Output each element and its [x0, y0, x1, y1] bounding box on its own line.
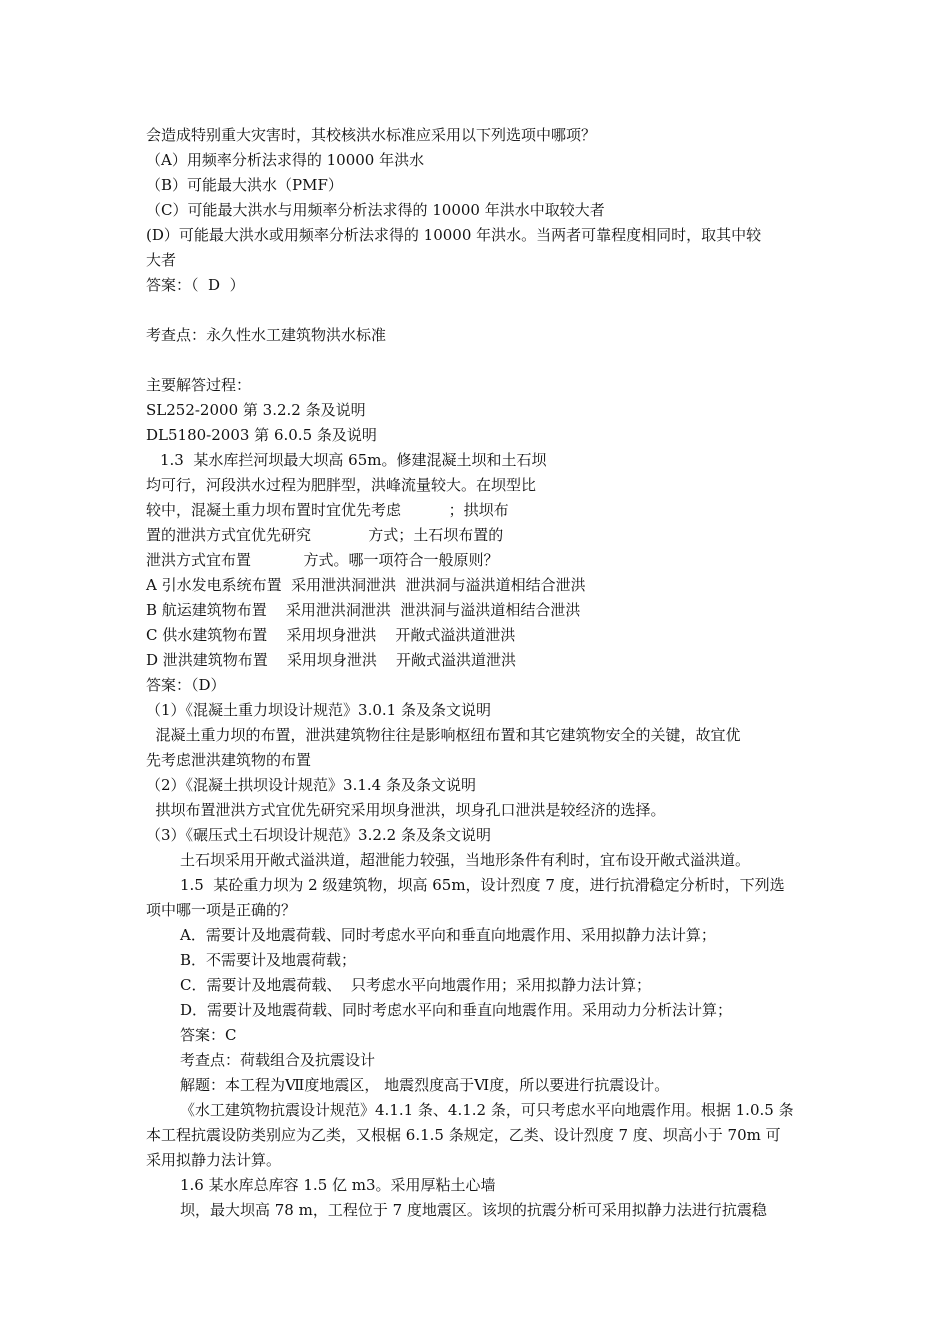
reference: SL252-2000 第 3.2.2 条及说明	[146, 401, 366, 419]
answer: 答案：（ D ）	[146, 276, 245, 294]
q13-explain: （2）《混凝土拱坝设计规范》3.1.4 条及条文说明	[146, 776, 476, 794]
q13-explain: （1）《混凝土重力坝设计规范》3.0.1 条及条文说明	[146, 701, 491, 719]
q13-stem: 较中，混凝土重力坝布置时宜优先考虑 ；拱坝布	[146, 501, 509, 519]
q16-stem: 坝，最大坝高 78 m，工程位于 7 度地震区。该坝的抗震分析可采用拟静力法进行抗震稳	[180, 1201, 767, 1219]
question-stem-end: 会造成特别重大灾害时，其校核洪水标准应采用以下列选项中哪项？	[146, 126, 597, 144]
q13-stem: 1.3 某水库拦河坝最大坝高 65m。修建混凝土坝和土石坝	[160, 451, 547, 469]
q13-option-c: C 供水建筑物布置 采用坝身泄洪 开敞式溢洪道泄洪	[146, 626, 516, 644]
q15-option-d: D．需要计及地震荷载、同时考虑水平向和垂直向地震作用。采用动力分析法计算；	[180, 1001, 733, 1019]
q13-explain: 先考虑泄洪建筑物的布置	[146, 751, 312, 769]
exam-point: 考查点：永久性水工建筑物洪水标准	[146, 326, 387, 344]
option-d: (D）可能最大洪水或用频率分析法求得的 10000 年洪水。当两者可靠程度相同时，取其中较	[146, 226, 762, 244]
q13-explain-last: 土石坝采用开敞式溢洪道，超泄能力较强，当地形条件有利时，宜布设开敞式溢洪道。	[180, 851, 751, 869]
q15-option-b: B．不需要计及地震荷载；	[180, 951, 357, 969]
q15-answer: 答案：C	[180, 1026, 237, 1044]
option-d-cont: 大者	[146, 251, 177, 269]
q15-basis: 《水工建筑物抗震设计规范》4.1.1 条、4.1.2 条，可只考虑水平向地震作用。根据 1.0.5 条	[180, 1101, 794, 1119]
option-a: （A）用频率分析法求得的 10000 年洪水	[146, 151, 425, 169]
q13-option-b: B 航运建筑物布置 采用泄洪洞泄洪 泄洪洞与溢洪道相结合泄洪	[146, 601, 581, 619]
q15-basis: 本工程抗震设防类别应为乙类，又根椐 6.1.5 条规定，乙类、设计烈度 7 度、坝高小于 70m 可	[146, 1126, 781, 1144]
q13-stem: 泄洪方式宜布置 方式。哪一项符合一般原则？	[146, 551, 499, 569]
q15-option-a: A．需要计及地震荷载、同时考虑水平向和垂直向地震作用、采用拟静力法计算；	[180, 926, 716, 944]
q13-answer: 答案：（D）	[146, 676, 226, 694]
q13-stem: 均可行，河段洪水过程为肥胖型，洪峰流量较大。在坝型比	[146, 476, 537, 494]
q13-stem: 置的泄洪方式宜优先研究 方式；土石坝布置的	[146, 526, 504, 544]
q15-option-c: C．需要计及地震荷载、 只考虑水平向地震作用；采用拟静力法计算；	[180, 976, 652, 994]
q13-explain: 混凝土重力坝的布置，泄洪建筑物往往是影响枢纽布置和其它建筑物安全的关键，故宜优	[146, 726, 741, 744]
process-title: 主要解答过程：	[146, 376, 252, 394]
q15-stem: 1.5 某砼重力坝为 2 级建筑物，坝高 65m，设计烈度 7 度，进行抗滑稳定分析时，下列选	[180, 876, 785, 894]
q13-explain: 拱坝布置泄洪方式宜优先研究采用坝身泄洪，坝身孔口泄洪是较经济的选择。	[146, 801, 666, 819]
q13-option-a: A 引水发电系统布置 采用泄洪洞泄洪 泄洪洞与溢洪道相结合泄洪	[146, 576, 586, 594]
option-c: （C）可能最大洪水与用频率分析法求得的 10000 年洪水中取较大者	[146, 201, 605, 219]
q16-stem: 1.6 某水库总库容 1.5 亿 m3。采用厚粘土心墙	[180, 1176, 496, 1194]
option-b: （B）可能最大洪水（PMF）	[146, 176, 343, 194]
q15-stem: 项中哪一项是正确的？	[146, 901, 297, 919]
reference: DL5180-2003 第 6.0.5 条及说明	[146, 426, 377, 444]
q15-exam-point: 考查点：荷载组合及抗震设计	[180, 1051, 376, 1069]
q15-solution: 解题：本工程为Ⅶ度地震区， 地震烈度高于Ⅵ度，所以要进行抗震设计。	[180, 1076, 670, 1094]
q15-basis: 采用拟静力法计算。	[146, 1151, 282, 1169]
q13-option-d: D 泄洪建筑物布置 采用坝身泄洪 开敞式溢洪道泄洪	[146, 651, 516, 669]
q13-explain: （3）《碾压式土石坝设计规范》3.2.2 条及条文说明	[146, 826, 491, 844]
